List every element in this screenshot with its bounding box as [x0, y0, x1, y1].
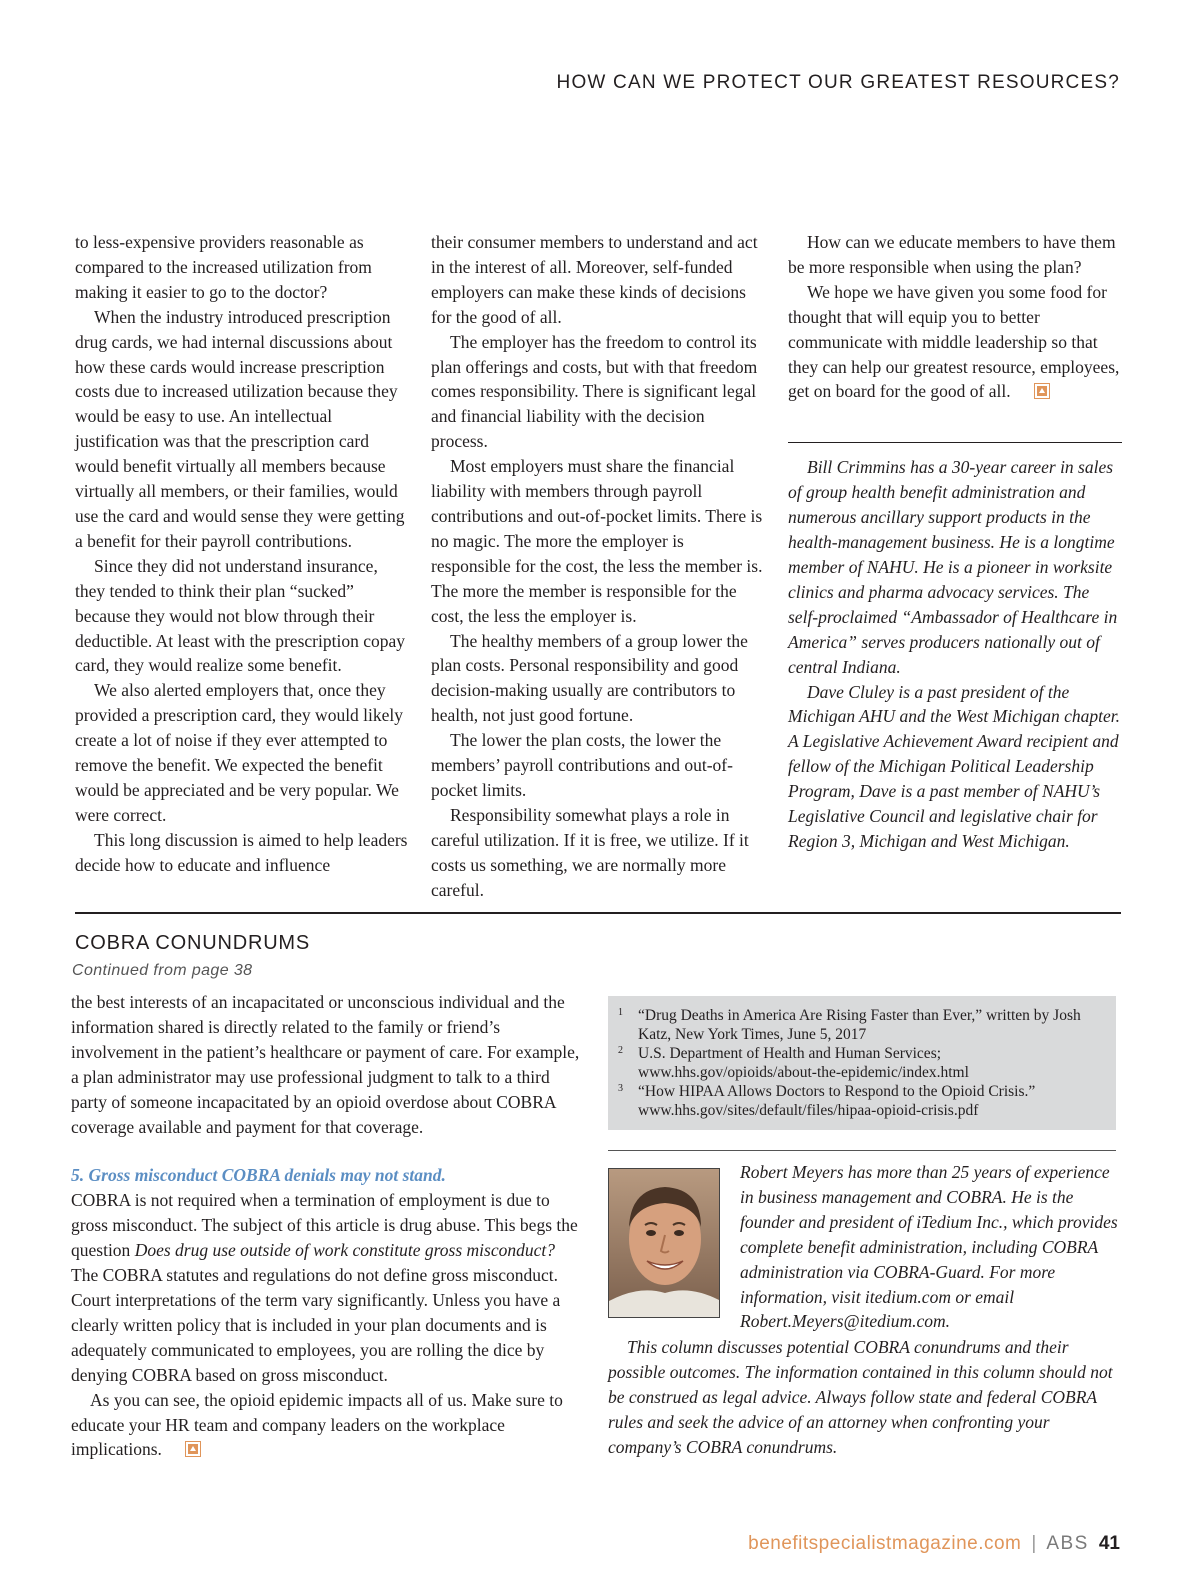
- footnote-number: 1: [618, 1007, 623, 1018]
- paragraph: to less-expensive providers reasonable as compared to the increased utilization from making it easier to go to the doctor?: [75, 232, 372, 302]
- author-bio: Dave Cluley is a past president of the Michigan AHU and the West Michigan chapter. A Legislative Achievement Award recipient and fellow of the Michigan Political Leadership Program, Dave is a past member of NAHU’s Legislative Council and legislative chair for Region 3, Michigan and West Michigan.: [788, 681, 1120, 851]
- continued-note: Continued from page 38: [72, 962, 253, 979]
- cobra-author-bio: [740, 1160, 1120, 1334]
- paragraph: Since they did not understand insurance, they tended to think their plan “sucked” because they would not blow through their deductible. At least with the prescription copay card, they would realize some benefit.: [75, 555, 405, 676]
- footer-separator: |: [1031, 1533, 1037, 1554]
- paragraph: We also alerted employers that, once they provided a prescription card, they would likely create a lot of noise if they ever attempted to remove the benefit. We expected the benefit would be appreciated and be very popular. We were correct.: [75, 680, 404, 825]
- section-title: COBRA CONUNDRUMS: [75, 932, 311, 954]
- footnote-text: “Drug Deaths in America Are Rising Faster than Ever,” written by Josh Katz, New York Times, June 5, 2017: [638, 1007, 1081, 1043]
- footnote-number: 2: [618, 1045, 623, 1056]
- paragraph: Most employers must share the financial liability with members through payroll contributions and out-of-pocket limits. There is no magic. The more the employer is responsible for the cost, the less the member is. The more the member is responsible for the cost, the less the employer is.: [431, 456, 763, 626]
- footnotes-box: [608, 996, 1116, 1130]
- paragraph: [71, 1188, 583, 1387]
- paragraph: When the industry introduced prescription drug cards, we had internal discussions about how these cards would increase prescription costs due to increased utilization because they would be easy to use. An intellectual justification was that the prescription card would benefit virtually all members because virtually all members, or their families, would use the card and would sense they were getting a benefit for their payroll contributions.: [75, 306, 405, 551]
- running-head: HOW CAN WE PROTECT OUR GREATEST RESOURCES?: [556, 72, 1120, 93]
- paragraph: the best interests of an incapacitated or unconscious individual and the information shared is directly related to the family or friend’s involvement in the patient’s healthcare or payment of care. For example, a plan administrator may use professional judgment to talk to a third party of someone incapacitated by an opioid overdose about COBRA coverage available and payment for that coverage.: [71, 992, 580, 1137]
- footer-url: benefitspecialistmagazine.com: [748, 1533, 1022, 1554]
- paragraph: [71, 1388, 583, 1465]
- footnote: [618, 1082, 1104, 1120]
- article-column-2: [431, 230, 764, 902]
- footer-magazine: ABS: [1046, 1533, 1089, 1554]
- cobra-disclaimer: [608, 1335, 1120, 1460]
- end-mark-icon: [1015, 381, 1050, 406]
- bio-divider: [788, 442, 1122, 443]
- footnote-text: “How HIPAA Allows Doctors to Respond to the Opioid Crisis.” www.hhs.gov/sites/default/files/hipaa-opioid-crisis.pdf: [638, 1083, 1036, 1119]
- paragraph-text: As you can see, the opioid epidemic impacts all of us. Make sure to educate your HR team and company leaders on the workplace implications.: [71, 1389, 563, 1460]
- footnote-text: U.S. Department of Health and Human Services; www.hhs.gov/opioids/about-the-epidemic/index.html: [638, 1045, 969, 1081]
- paragraph: [788, 280, 1122, 407]
- paragraph-question: Does drug use outside of work constitute gross misconduct?: [134, 1240, 555, 1261]
- disclaimer-text: This column discusses potential COBRA conundrums and their possible outcomes. The information contained in this column should not be construed as legal advice. Always follow state and federal COBRA rules and seek the advice of an attorney when confronting your company’s COBRA conundrums.: [608, 1337, 1113, 1457]
- article-column-1: [75, 230, 408, 878]
- section-divider: [75, 912, 1121, 914]
- paragraph-text: The COBRA statutes and regulations do not define gross misconduct. Court interpretations of the term vary significantly. Unless you have a clearly written policy that is included in your plan documents and is adequately communicated to employees, you are rolling the dice by denying COBRA based on gross misconduct.: [71, 1265, 561, 1385]
- paragraph: The healthy members of a group lower the plan costs. Personal responsibility and good decision-making usually are contributors to health, not just good fortune.: [431, 630, 748, 726]
- footnote: [618, 1044, 1104, 1082]
- author-divider: [608, 1150, 1116, 1151]
- footnote: [618, 1006, 1104, 1044]
- paragraph: The employer has the freedom to control its plan offerings and costs, but with that freedom comes responsibility. There is significant legal and financial liability with the decision process.: [431, 331, 758, 452]
- paragraph: Responsibility somewhat plays a role in careful utilization. If it is free, we utilize. If it costs us something, we are normally more careful.: [431, 804, 749, 900]
- paragraph-text: COBRA is not required when a termination of employment is due to gross misconduct. The subject of this article is drug abuse. This begs the question: [71, 1190, 578, 1261]
- cobra-column-left: [71, 990, 583, 1464]
- page-number: 41: [1098, 1533, 1120, 1554]
- paragraph: This long discussion is aimed to help leaders decide how to educate and influence: [75, 829, 408, 875]
- author-photo: [608, 1168, 720, 1318]
- paragraph-text: We hope we have given you some food for thought that will equip you to better communicate with middle leadership so that they can help our greatest resource, employees, get on board for the good of all.: [788, 281, 1120, 402]
- end-mark-icon: [166, 1439, 201, 1464]
- page-footer: [748, 1533, 1120, 1555]
- footnote-number: 3: [618, 1083, 623, 1094]
- article-column-3: [788, 230, 1122, 854]
- paragraph: How can we educate members to have them be more responsible when using the plan?: [788, 232, 1116, 277]
- author-bio: Bill Crimmins has a 30-year career in sales of group health benefit administration and numerous ancillary support products in the health-management business. He is a longtime member of NAHU. He is a pioneer in worksite clinics and pharma advocacy services. The self-proclaimed “Ambassador of Healthcare in America” serves producers nationally out of central Indiana.: [788, 457, 1118, 677]
- paragraph: The lower the plan costs, the lower the members’ payroll contributions and out-of-pocket limits.: [431, 730, 733, 800]
- numbered-heading: 5. Gross misconduct COBRA denials may not stand.: [71, 1165, 446, 1186]
- author-bio: Robert Meyers has more than 25 years of experience in business management and COBRA. He is the founder and president of iTedium Inc., which provides complete benefit administration, including COBRA administration via COBRA-Guard. For more information, visit itedium.com or email Robert.Meyers@itedium.com.: [740, 1162, 1118, 1332]
- paragraph: their consumer members to understand and act in the interest of all. Moreover, self-funded employers can make these kinds of decisions for the good of all.: [431, 232, 758, 327]
